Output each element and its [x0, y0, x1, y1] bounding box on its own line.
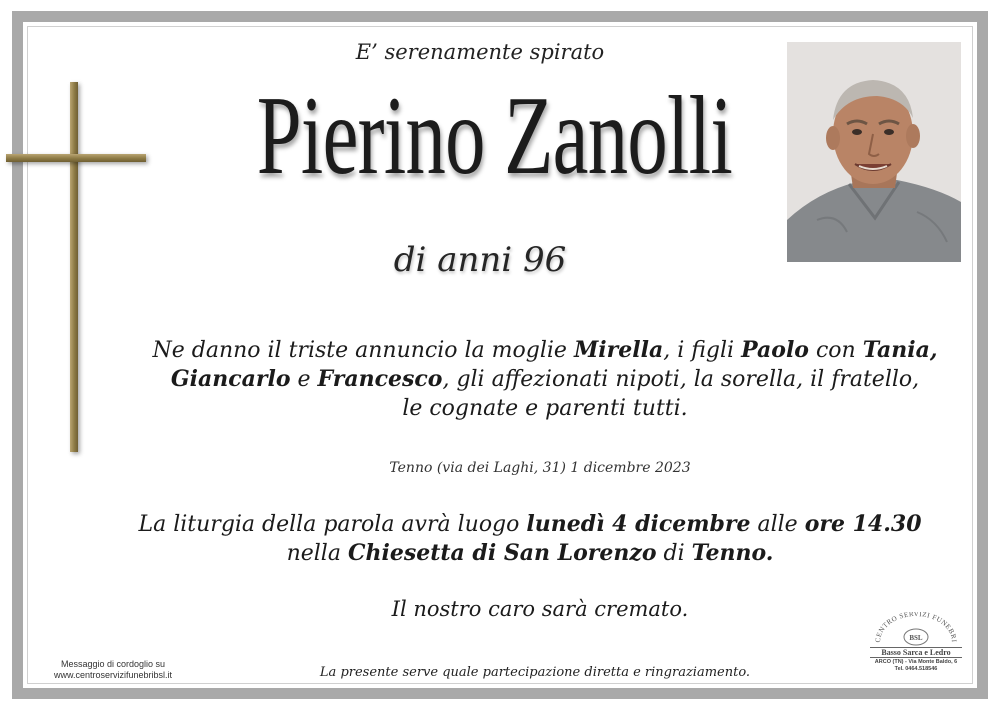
age-text: di anni 96 — [393, 240, 567, 280]
funeral-home-logo — [866, 612, 966, 678]
announcement-text-a: Ne danno il triste annuncio la moglie — [152, 338, 574, 363]
son-name-3: Francesco — [317, 366, 443, 392]
logo-arc-text: CENTRO SERVIZI FUNEBRI — [873, 612, 959, 643]
announcement-text-c: con — [808, 338, 863, 363]
liturgy-time: ore 14.30 — [804, 511, 922, 537]
deceased-name: Pierino Zanolli — [256, 74, 733, 198]
logo-name: Basso Sarca e Ledro — [870, 647, 962, 658]
cremation-note: Il nostro caro sarà cremato. — [391, 597, 689, 621]
announcement-text-b: , i figli — [663, 338, 742, 363]
liturgy-text-c: nella — [286, 541, 348, 566]
logo-emblem-icon — [870, 612, 962, 646]
liturgy-town: Tenno. — [691, 540, 774, 566]
announcement-line-2 — [150, 365, 940, 394]
liturgy-day: lunedì 4 dicembre — [526, 511, 751, 537]
liturgy-line-2 — [120, 539, 940, 568]
intro-text: E’ serenamente spirato — [355, 40, 605, 64]
announcement-line-3: le cognate e parenti tutti. — [402, 396, 688, 421]
wife-name: Mirella — [573, 337, 664, 363]
portrait-photo — [787, 42, 961, 262]
liturgy-text-b: alle — [750, 512, 805, 537]
logo-phone: Tel. 0464.518546 — [894, 666, 938, 672]
logo-address: ARCO (TN) - Via Monte Baldo, 6 — [874, 659, 958, 665]
cross-vertical-bar — [70, 82, 78, 452]
liturgy-line-1 — [120, 510, 940, 539]
liturgy-text-d: di — [656, 541, 692, 566]
announcement-text-e: , gli affezionati nipoti, la sorella, il fratello, — [442, 367, 920, 392]
condolence-website[interactable]: www.centroservizifunebribsl.it — [53, 670, 173, 680]
condolence-line-1: Messaggio di cordoglio su — [60, 659, 166, 669]
place-date: Tenno (via dei Laghi, 31) 1 dicembre 2023 — [389, 460, 691, 476]
logo-monogram: BSL — [909, 634, 923, 642]
announcement-line-1 — [150, 336, 940, 365]
cross-horizontal-bar — [6, 154, 146, 162]
footer-note: La presente serve quale partecipazione diretta e ringraziamento. — [319, 665, 751, 680]
liturgy-church: Chiesetta di San Lorenzo — [347, 540, 657, 566]
announcement-text-d: e — [290, 367, 318, 392]
partner-name-1: Tania, — [862, 337, 938, 363]
condolence-note — [38, 659, 188, 681]
son-name-2: Giancarlo — [170, 366, 291, 392]
liturgy-text-a: La liturgia della parola avrà luogo — [138, 512, 527, 537]
liturgy-text — [120, 510, 940, 568]
announcement-text — [150, 336, 940, 423]
son-name-1: Paolo — [741, 337, 809, 363]
